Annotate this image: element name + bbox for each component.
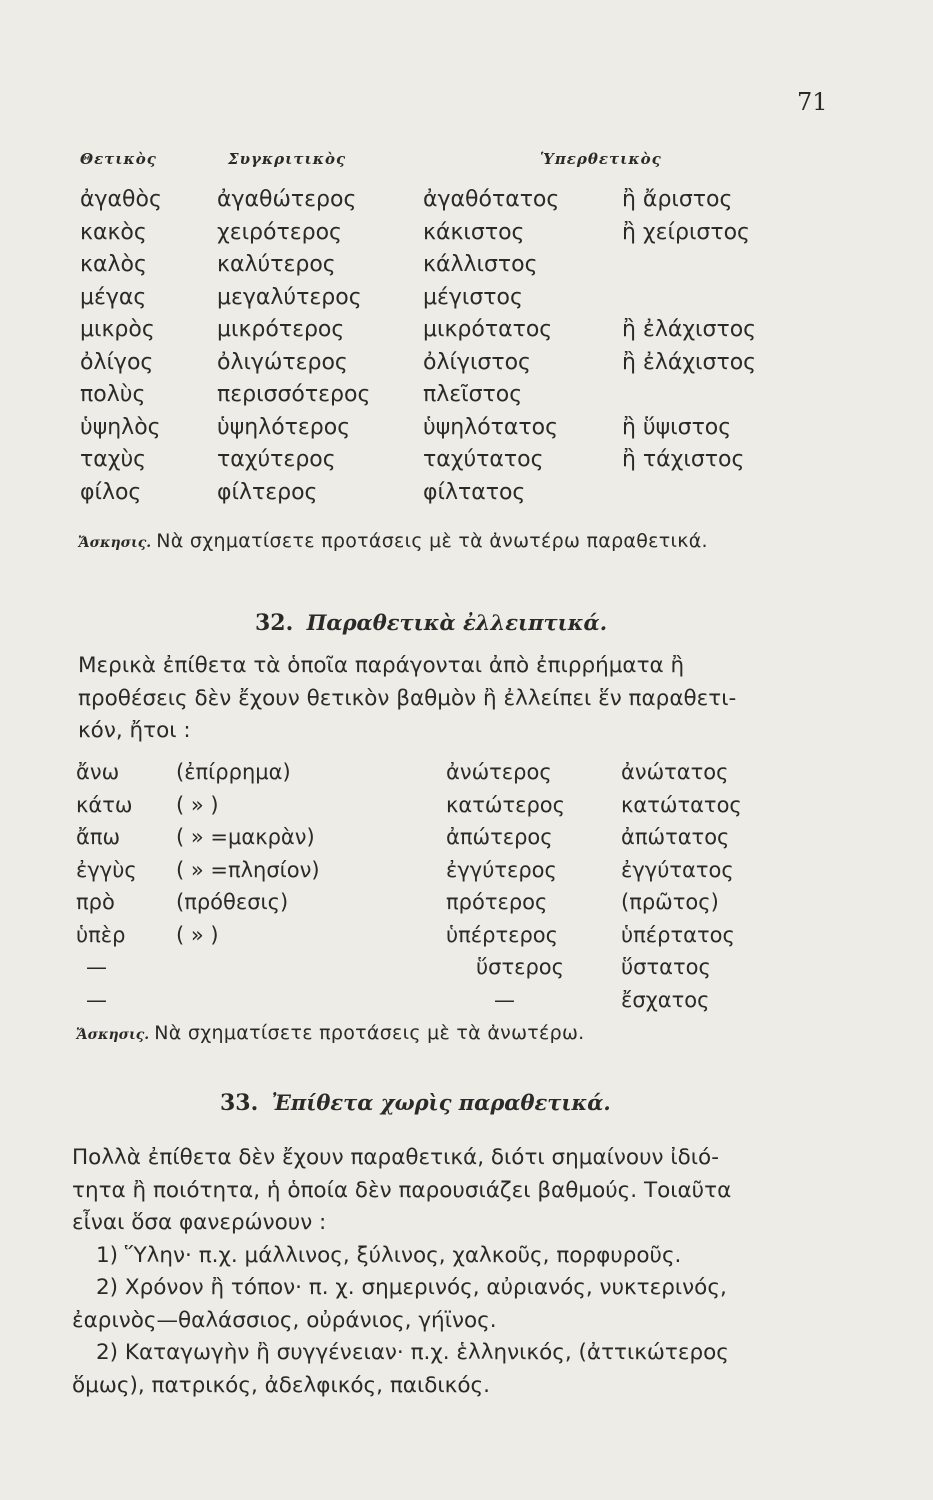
positive-cell: πολὺς [80, 382, 146, 407]
superlative-cell: φίλτατος [423, 479, 526, 505]
word-cell: πρὸ [76, 890, 115, 914]
note-cell: ( » =πλησίον) [176, 857, 320, 882]
paragraph-line: Πολλὰ ἐπίθετα δὲν ἔχουν παραθετικά, διότι σημαίνουν ἰδιό- [72, 1145, 719, 1170]
comparative-cell: μεγαλύτερος [217, 284, 362, 310]
section-number: 32. [255, 610, 294, 636]
comparative-cell: ἀνώτερος [446, 760, 552, 784]
section-number: 33. [220, 1090, 259, 1116]
header-superlative: Ὑπερθετικὸς [540, 150, 662, 168]
comparative-cell: ὀλιγώτερος [217, 349, 348, 375]
alternative-cell: ἢ ἄριστος [622, 187, 733, 212]
comparative-cell: κατώτερος [446, 792, 565, 817]
note-cell: ( » ) [176, 792, 219, 817]
paragraph-line: προθέσεις δὲν ἔχουν θετικὸν βαθμὸν ἢ ἐλλείπει ἕν παραθετι- [78, 685, 737, 711]
superlative-cell: ὀλίγιστος [423, 349, 531, 375]
page-number: 71 [797, 88, 828, 116]
word-cell: ἄνω [76, 760, 120, 784]
comparative-cell: ἀγαθώτερος [217, 187, 357, 212]
superlative-cell: ἀγαθότατος [423, 187, 560, 212]
header-positive: Θετικὸς [80, 150, 157, 168]
section-32-paragraph [78, 650, 736, 748]
paragraph-line: τητα ἢ ποιότητα, ἡ ὁποία δὲν παρουσιάζει βαθμούς. Τοιαῦτα [72, 1177, 732, 1203]
alternative-cell: ἢ ὕψιστος [622, 414, 732, 440]
exercise-text: Νὰ σχηματίσετε προτάσεις μὲ τὰ ἀνωτέρω. [154, 1022, 585, 1044]
exercise-text: Νὰ σχηματίσετε προτάσεις μὲ τὰ ἀνωτέρω παραθετικά. [156, 530, 708, 552]
paragraph-line: ὅμως), πατρικός, ἀδελφικός, παιδικός. [72, 1372, 490, 1398]
note-cell: (πρόθεσις) [176, 890, 289, 914]
positive-cell: ταχὺς [80, 447, 147, 472]
superlative-cell: ἀνώτατος [621, 760, 729, 784]
superlative-cell: ἀπώτατος [621, 825, 730, 849]
positive-cell: μέγας [80, 284, 147, 310]
alternative-cell: ἢ τάχιστος [622, 447, 745, 472]
section-title: Ἐπίθετα χωρὶς παραθετικά. [271, 1090, 611, 1115]
comparative-cell: ὑπέρτερος [446, 922, 558, 947]
comparative-cell: ἐγγύτερος [446, 857, 557, 882]
superlative-cell: ἔσχατος [621, 987, 710, 1012]
superlative-cell: ὑψηλότατος [423, 414, 559, 440]
comparative-cell: — [494, 987, 515, 1012]
word-cell: κάτω [76, 792, 133, 817]
list-item: 2) Χρόνον ἢ τόπον· π. χ. σημερινός, αὐριανός, νυκτερινός, [96, 1275, 727, 1300]
word-cell: — [86, 955, 107, 979]
comparative-cell: χειρότερος [217, 219, 342, 245]
positive-cell: κακὸς [80, 219, 147, 245]
comparative-cell: φίλτερος [217, 479, 318, 505]
comparative-cell: πρότερος [446, 890, 548, 914]
section-title: Παραθετικὰ ἐλλειπτικά. [306, 610, 608, 635]
superlative-cell: ἐγγύτατος [621, 857, 734, 882]
superlative-cell: ὕστατος [621, 955, 711, 979]
superlative-cell: κάλλιστος [423, 252, 538, 277]
word-cell: ἄπω [76, 825, 121, 849]
note-cell: ( » ) [176, 922, 219, 947]
positive-cell: μικρὸς [80, 317, 155, 342]
positive-cell: ὑψηλὸς [80, 414, 161, 440]
paragraph-line: κόν, ἤτοι : [78, 718, 191, 743]
comparative-cell: ταχύτερος [217, 447, 336, 472]
note-cell: (ἐπίρρημα) [176, 760, 291, 784]
positive-cell: καλὸς [80, 252, 147, 277]
positive-cell: ὀλίγος [80, 349, 154, 375]
superlative-cell: πλεῖστος [423, 382, 523, 407]
alternative-cell: ἢ ἐλάχιστος [622, 317, 757, 342]
superlative-cell: μέγιστος [423, 284, 523, 310]
superlative-cell: μικρότατος [423, 317, 553, 342]
paragraph-line: εἶναι ὅσα φανερώνουν : [72, 1210, 327, 1235]
exercise-2 [76, 1022, 585, 1044]
comparative-cell: ὑψηλότερος [217, 414, 351, 440]
comparative-cell: ἀπώτερος [446, 825, 553, 849]
comparative-cell: μικρότερος [217, 317, 345, 342]
comparative-cell: ὕστερος [476, 955, 564, 979]
alternative-cell: ἢ χείριστος [622, 219, 750, 245]
paragraph-line: ἐαρινὸς—θαλάσσιος, οὐράνιος, γήϊνος. [72, 1307, 497, 1333]
comparative-cell: καλύτερος [217, 252, 336, 277]
superlative-cell: ὑπέρτατος [621, 922, 735, 947]
exercise-1 [78, 530, 708, 552]
list-item: 2) Καταγωγὴν ἢ συγγένειαν· π.χ. ἑλληνικός, (ἀττικώτερος [96, 1340, 729, 1365]
superlative-cell: κατώτατος [621, 792, 742, 817]
comparative-cell: περισσότερος [217, 382, 371, 407]
word-cell: — [86, 987, 107, 1012]
section-33-paragraph [72, 1142, 731, 1402]
superlative-cell: ταχύτατος [423, 447, 544, 472]
superlative-cell: κάκιστος [423, 219, 525, 245]
paragraph-line: Μερικὰ ἐπίθετα τὰ ὁποῖα παράγονται ἀπὸ ἐπιρρήματα ἢ [78, 653, 685, 678]
superlative-cell: (πρῶτος) [621, 890, 719, 914]
alternative-cell: ἢ ἐλάχιστος [622, 349, 757, 375]
exercise-label: Ἄσκησις. [76, 1027, 150, 1043]
exercise-label: Ἄσκησις. [78, 535, 152, 551]
positive-cell: φίλος [80, 479, 142, 505]
header-comparative: Συγκριτικὸς [228, 150, 347, 168]
section-32-heading [255, 610, 607, 636]
list-item: 1) Ὕλην· π.χ. μάλλινος, ξύλινος, χαλκοῦς, πορφυροῦς. [96, 1242, 682, 1268]
word-cell: ἐγγὺς [76, 857, 137, 882]
word-cell: ὑπὲρ [76, 922, 126, 947]
positive-cell: ἀγαθὸς [80, 187, 162, 212]
note-cell: ( » =μακρὰν) [176, 825, 315, 849]
section-33-heading [220, 1090, 611, 1116]
